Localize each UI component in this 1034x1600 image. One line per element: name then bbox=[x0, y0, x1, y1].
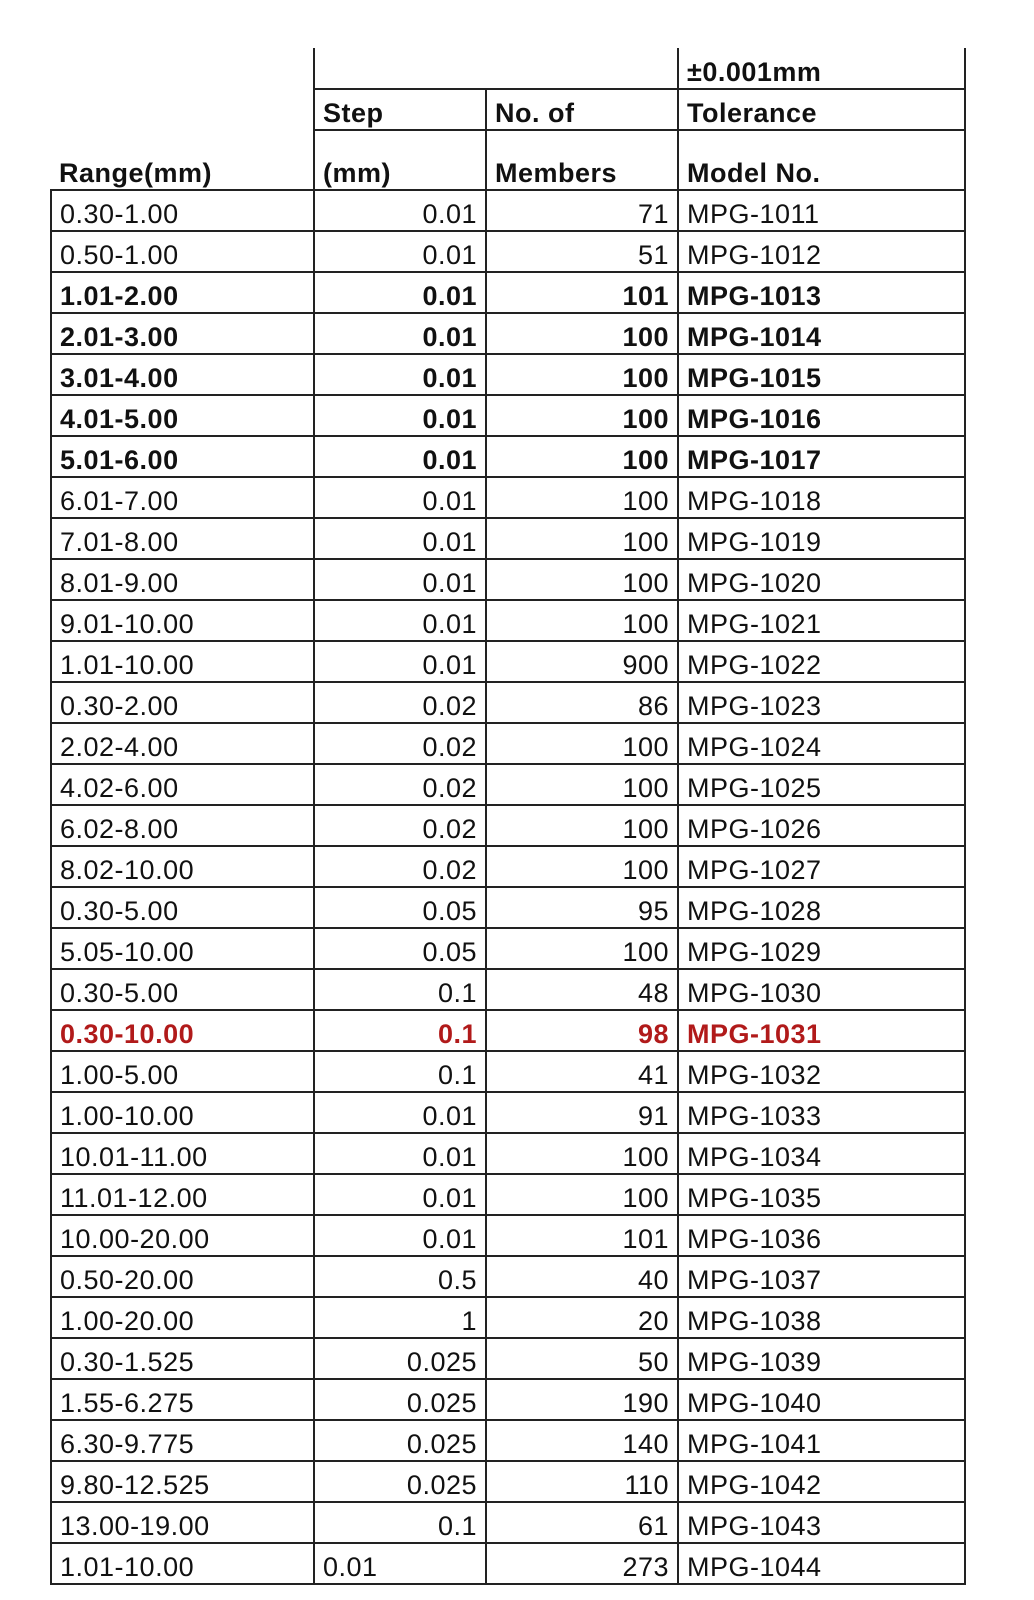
gauge-spec-table bbox=[50, 48, 966, 1585]
members-cell: 61 bbox=[486, 1502, 678, 1543]
range-cell: 0.30-5.00 bbox=[51, 969, 314, 1010]
table-body bbox=[51, 190, 965, 1584]
range-cell: 5.01-6.00 bbox=[51, 436, 314, 477]
model-cell: MPG-1030 bbox=[678, 969, 965, 1010]
table-row bbox=[51, 1215, 965, 1256]
range-cell: 0.30-10.00 bbox=[51, 1010, 314, 1051]
range-cell: 10.00-20.00 bbox=[51, 1215, 314, 1256]
model-cell: MPG-1040 bbox=[678, 1379, 965, 1420]
range-cell: 6.02-8.00 bbox=[51, 805, 314, 846]
model-cell: MPG-1023 bbox=[678, 682, 965, 723]
table-row bbox=[51, 764, 965, 805]
table-row bbox=[51, 395, 965, 436]
members-cell: 100 bbox=[486, 395, 678, 436]
step-cell: 0.025 bbox=[314, 1420, 486, 1461]
step-cell: 0.01 bbox=[314, 395, 486, 436]
range-cell: 2.01-3.00 bbox=[51, 313, 314, 354]
range-cell: 0.30-2.00 bbox=[51, 682, 314, 723]
range-cell: 6.01-7.00 bbox=[51, 477, 314, 518]
step-cell: 0.01 bbox=[314, 231, 486, 272]
range-cell: 10.01-11.00 bbox=[51, 1133, 314, 1174]
members-cell: 100 bbox=[486, 1174, 678, 1215]
table-row bbox=[51, 1051, 965, 1092]
range-cell: 2.02-4.00 bbox=[51, 723, 314, 764]
range-cell: 13.00-19.00 bbox=[51, 1502, 314, 1543]
members-cell: 110 bbox=[486, 1461, 678, 1502]
step-cell: 0.01 bbox=[314, 1092, 486, 1133]
members-cell: 100 bbox=[486, 518, 678, 559]
tolerance-header-line2: Tolerance bbox=[678, 89, 965, 130]
step-cell: 0.01 bbox=[314, 1543, 486, 1584]
range-cell: 5.05-10.00 bbox=[51, 928, 314, 969]
step-cell: 0.01 bbox=[314, 477, 486, 518]
table-header bbox=[51, 48, 965, 190]
range-cell: 1.00-20.00 bbox=[51, 1297, 314, 1338]
model-cell: MPG-1016 bbox=[678, 395, 965, 436]
table-row bbox=[51, 928, 965, 969]
members-cell: 900 bbox=[486, 641, 678, 682]
table-row bbox=[51, 1543, 965, 1584]
members-header-line2: Members bbox=[486, 130, 678, 190]
step-cell: 0.025 bbox=[314, 1338, 486, 1379]
members-cell: 100 bbox=[486, 928, 678, 969]
members-cell: 190 bbox=[486, 1379, 678, 1420]
range-cell: 8.02-10.00 bbox=[51, 846, 314, 887]
step-cell: 0.01 bbox=[314, 190, 486, 231]
step-cell: 0.02 bbox=[314, 846, 486, 887]
step-cell: 0.01 bbox=[314, 354, 486, 395]
step-cell: 1 bbox=[314, 1297, 486, 1338]
range-cell: 0.30-1.00 bbox=[51, 190, 314, 231]
members-cell: 48 bbox=[486, 969, 678, 1010]
model-cell: MPG-1021 bbox=[678, 600, 965, 641]
model-cell: MPG-1029 bbox=[678, 928, 965, 969]
model-cell: MPG-1025 bbox=[678, 764, 965, 805]
table-row bbox=[51, 1010, 965, 1051]
table-row bbox=[51, 1133, 965, 1174]
range-cell: 3.01-4.00 bbox=[51, 354, 314, 395]
model-cell: MPG-1041 bbox=[678, 1420, 965, 1461]
members-cell: 98 bbox=[486, 1010, 678, 1051]
step-cell: 0.01 bbox=[314, 272, 486, 313]
table-row bbox=[51, 846, 965, 887]
step-header-line2: (mm) bbox=[314, 130, 486, 190]
step-cell: 0.1 bbox=[314, 1010, 486, 1051]
step-cell: 0.025 bbox=[314, 1461, 486, 1502]
table-row bbox=[51, 1092, 965, 1133]
step-cell: 0.1 bbox=[314, 1502, 486, 1543]
table-row bbox=[51, 1256, 965, 1297]
members-cell: 100 bbox=[486, 846, 678, 887]
model-header: Model No. bbox=[678, 130, 965, 190]
members-cell: 100 bbox=[486, 354, 678, 395]
step-cell: 0.1 bbox=[314, 1051, 486, 1092]
model-cell: MPG-1044 bbox=[678, 1543, 965, 1584]
model-cell: MPG-1013 bbox=[678, 272, 965, 313]
members-cell: 51 bbox=[486, 231, 678, 272]
model-cell: MPG-1027 bbox=[678, 846, 965, 887]
step-cell: 0.05 bbox=[314, 887, 486, 928]
range-cell: 8.01-9.00 bbox=[51, 559, 314, 600]
table-row bbox=[51, 887, 965, 928]
members-cell: 100 bbox=[486, 1133, 678, 1174]
table-row bbox=[51, 1174, 965, 1215]
range-cell: 1.01-10.00 bbox=[51, 1543, 314, 1584]
step-cell: 0.02 bbox=[314, 764, 486, 805]
tolerance-header: ±0.001mm bbox=[678, 48, 965, 89]
range-cell: 11.01-12.00 bbox=[51, 1174, 314, 1215]
model-cell: MPG-1036 bbox=[678, 1215, 965, 1256]
members-cell: 71 bbox=[486, 190, 678, 231]
model-cell: MPG-1034 bbox=[678, 1133, 965, 1174]
members-cell: 101 bbox=[486, 1215, 678, 1256]
range-cell: 0.50-20.00 bbox=[51, 1256, 314, 1297]
table-row bbox=[51, 436, 965, 477]
table-row bbox=[51, 190, 965, 231]
table-row bbox=[51, 723, 965, 764]
table-row bbox=[51, 1379, 965, 1420]
model-cell: MPG-1037 bbox=[678, 1256, 965, 1297]
range-cell: 7.01-8.00 bbox=[51, 518, 314, 559]
range-cell: 6.30-9.775 bbox=[51, 1420, 314, 1461]
members-cell: 100 bbox=[486, 313, 678, 354]
model-cell: MPG-1020 bbox=[678, 559, 965, 600]
header-corner-cell bbox=[51, 48, 314, 130]
table-row bbox=[51, 600, 965, 641]
model-cell: MPG-1031 bbox=[678, 1010, 965, 1051]
table-row bbox=[51, 1420, 965, 1461]
table-row bbox=[51, 969, 965, 1010]
range-cell: 0.30-1.525 bbox=[51, 1338, 314, 1379]
members-cell: 140 bbox=[486, 1420, 678, 1461]
members-cell: 100 bbox=[486, 764, 678, 805]
table-row bbox=[51, 805, 965, 846]
members-cell: 101 bbox=[486, 272, 678, 313]
model-cell: MPG-1012 bbox=[678, 231, 965, 272]
range-cell: 1.01-2.00 bbox=[51, 272, 314, 313]
members-cell: 41 bbox=[486, 1051, 678, 1092]
range-cell: 9.01-10.00 bbox=[51, 600, 314, 641]
table-row bbox=[51, 354, 965, 395]
model-cell: MPG-1039 bbox=[678, 1338, 965, 1379]
model-cell: MPG-1018 bbox=[678, 477, 965, 518]
model-cell: MPG-1019 bbox=[678, 518, 965, 559]
step-cell: 0.02 bbox=[314, 723, 486, 764]
gauge-spec-sheet bbox=[50, 48, 964, 1585]
members-cell: 100 bbox=[486, 436, 678, 477]
step-cell: 0.01 bbox=[314, 1215, 486, 1256]
model-cell: MPG-1014 bbox=[678, 313, 965, 354]
members-cell: 40 bbox=[486, 1256, 678, 1297]
model-cell: MPG-1024 bbox=[678, 723, 965, 764]
range-header: Range(mm) bbox=[51, 130, 314, 190]
model-cell: MPG-1033 bbox=[678, 1092, 965, 1133]
step-cell: 0.01 bbox=[314, 641, 486, 682]
table-row bbox=[51, 559, 965, 600]
table-row bbox=[51, 1461, 965, 1502]
members-cell: 100 bbox=[486, 723, 678, 764]
model-cell: MPG-1022 bbox=[678, 641, 965, 682]
table-row bbox=[51, 1297, 965, 1338]
model-cell: MPG-1042 bbox=[678, 1461, 965, 1502]
step-cell: 0.02 bbox=[314, 682, 486, 723]
members-cell: 50 bbox=[486, 1338, 678, 1379]
step-cell: 0.05 bbox=[314, 928, 486, 969]
members-cell: 20 bbox=[486, 1297, 678, 1338]
members-header-line1: No. of bbox=[486, 89, 678, 130]
table-row bbox=[51, 518, 965, 559]
step-cell: 0.025 bbox=[314, 1379, 486, 1420]
range-cell: 4.01-5.00 bbox=[51, 395, 314, 436]
step-cell: 0.02 bbox=[314, 805, 486, 846]
model-cell: MPG-1011 bbox=[678, 190, 965, 231]
model-cell: MPG-1035 bbox=[678, 1174, 965, 1215]
step-cell: 0.5 bbox=[314, 1256, 486, 1297]
header-blank-cell bbox=[314, 48, 678, 89]
range-cell: 0.30-5.00 bbox=[51, 887, 314, 928]
members-cell: 95 bbox=[486, 887, 678, 928]
step-cell: 0.01 bbox=[314, 436, 486, 477]
model-cell: MPG-1032 bbox=[678, 1051, 965, 1092]
model-cell: MPG-1015 bbox=[678, 354, 965, 395]
range-cell: 0.50-1.00 bbox=[51, 231, 314, 272]
table-row bbox=[51, 231, 965, 272]
table-row bbox=[51, 313, 965, 354]
table-row bbox=[51, 1338, 965, 1379]
range-cell: 9.80-12.525 bbox=[51, 1461, 314, 1502]
table-row bbox=[51, 272, 965, 313]
step-cell: 0.01 bbox=[314, 518, 486, 559]
step-cell: 0.01 bbox=[314, 1174, 486, 1215]
members-cell: 100 bbox=[486, 477, 678, 518]
step-cell: 0.01 bbox=[314, 313, 486, 354]
table-row bbox=[51, 1502, 965, 1543]
step-cell: 0.1 bbox=[314, 969, 486, 1010]
table-row bbox=[51, 641, 965, 682]
members-cell: 100 bbox=[486, 600, 678, 641]
model-cell: MPG-1026 bbox=[678, 805, 965, 846]
members-cell: 100 bbox=[486, 559, 678, 600]
table-row bbox=[51, 477, 965, 518]
range-cell: 1.55-6.275 bbox=[51, 1379, 314, 1420]
range-cell: 1.00-10.00 bbox=[51, 1092, 314, 1133]
step-header-line1: Step bbox=[314, 89, 486, 130]
model-cell: MPG-1038 bbox=[678, 1297, 965, 1338]
members-cell: 86 bbox=[486, 682, 678, 723]
range-cell: 1.00-5.00 bbox=[51, 1051, 314, 1092]
model-cell: MPG-1028 bbox=[678, 887, 965, 928]
range-cell: 1.01-10.00 bbox=[51, 641, 314, 682]
members-cell: 273 bbox=[486, 1543, 678, 1584]
range-cell: 4.02-6.00 bbox=[51, 764, 314, 805]
model-cell: MPG-1017 bbox=[678, 436, 965, 477]
step-cell: 0.01 bbox=[314, 600, 486, 641]
members-cell: 91 bbox=[486, 1092, 678, 1133]
members-cell: 100 bbox=[486, 805, 678, 846]
step-cell: 0.01 bbox=[314, 559, 486, 600]
table-row bbox=[51, 682, 965, 723]
model-cell: MPG-1043 bbox=[678, 1502, 965, 1543]
step-cell: 0.01 bbox=[314, 1133, 486, 1174]
